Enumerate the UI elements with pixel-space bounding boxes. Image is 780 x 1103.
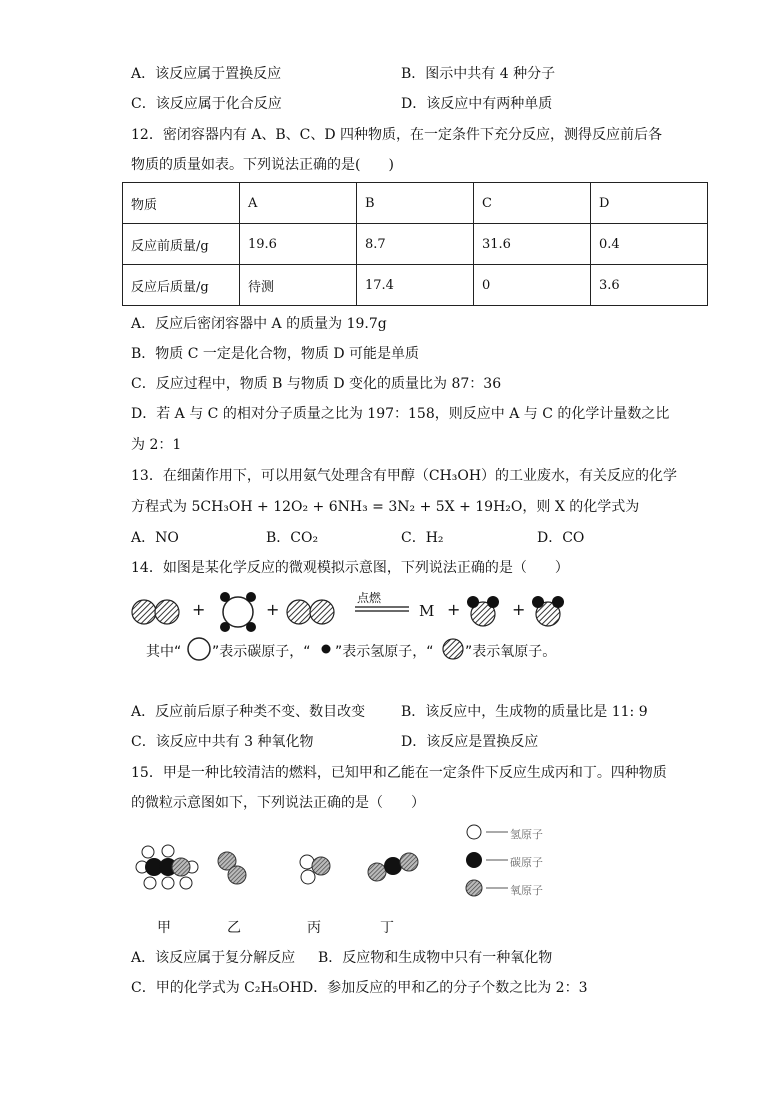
q11-option-d: D．该反应中有两种单质 [401, 96, 553, 112]
q12-option-c: C．反应过程中，物质 B 与物质 D 变化的质量比为 87：36 [131, 376, 502, 392]
table-cell: 17.4 [357, 265, 474, 306]
product-m: M [419, 602, 435, 620]
table-row [123, 183, 708, 224]
table-cell: 反应后质量/g [123, 265, 240, 306]
q12-mass-table [122, 182, 708, 306]
q13-option-b: B．CO₂ [266, 530, 319, 546]
water-molecule-icon [467, 596, 499, 626]
q14-option-d: D．该反应是置换反应 [401, 734, 539, 750]
molecule-yi-icon [218, 852, 246, 884]
oxygen-molecule-icon [287, 600, 334, 624]
molecule-bing-icon [300, 855, 330, 884]
table-cell: 31.6 [474, 224, 591, 265]
molecule-jia-icon [136, 845, 198, 889]
hydrogen-atom-icon [319, 642, 333, 656]
q13-stem-line1: 13．在细菌作用下，可以用氨气处理含有甲醇（CH₃OH）的工业废水，有关反应的化学 [131, 468, 678, 484]
q11-option-b: B．图示中共有 4 种分子 [401, 66, 556, 82]
carbon-atom-icon [186, 636, 212, 662]
q13-option-d: D．CO [537, 530, 585, 546]
molecule-ding-icon [368, 853, 418, 881]
table-cell: 待测 [240, 265, 357, 306]
q12-option-d-line2: 为 2：1 [131, 437, 182, 453]
q12-option-d-line1: D．若 A 与 C 的相对分子质量之比为 197：158，则反应中 A 与 C 的化学计量数之比 [131, 406, 670, 422]
legend-text: ”表示氧原子。 [465, 644, 557, 660]
plus-sign: + [266, 600, 280, 619]
q12-stem-line2: 物质的质量如表。下列说法正确的是( ) [131, 157, 394, 173]
q11-option-c: C．该反应属于化合反应 [131, 96, 282, 112]
table-cell: A [240, 183, 357, 224]
q13-stem-line2: 方程式为 5CH₃OH + 12O₂ + 6NH₃ = 3N₂ + 5X + 19H₂O，则 X 的化学式为 [131, 499, 640, 515]
q15-option-a: A．该反应属于复分解反应 [131, 950, 296, 966]
q14-stem: 14．如图是某化学反应的微观模拟示意图，下列说法正确的是（ ） [131, 560, 569, 576]
legend-text: 其中“ [146, 644, 182, 660]
methane-molecule-icon [220, 592, 256, 632]
table-cell: B [357, 183, 474, 224]
label-jia: 甲 [157, 920, 171, 936]
label-bing: 丙 [307, 920, 321, 936]
table-cell: 0.4 [591, 224, 708, 265]
q15-option-d: D．参加反应的甲和乙的分子个数之比为 2：3 [302, 980, 588, 996]
oxygen-atom-icon [441, 637, 465, 661]
legend-text: ”表示氢原子，“ [335, 644, 434, 660]
table-row [123, 224, 708, 265]
table-cell: 0 [474, 265, 591, 306]
table-cell: D [591, 183, 708, 224]
q12-stem-line1: 12．密闭容器内有 A、B、C、D 四种物质，在一定条件下充分反应，测得反应前后各 [131, 127, 663, 143]
q15-stem-line1: 15．甲是一种比较清洁的燃料，已知甲和乙能在一定条件下反应生成丙和丁。四种物质 [131, 765, 667, 781]
q13-option-a: A．NO [131, 530, 179, 546]
table-cell: C [474, 183, 591, 224]
table-cell: 19.6 [240, 224, 357, 265]
oxygen-molecule-icon [132, 600, 179, 624]
table-cell: 反应前质量/g [123, 224, 240, 265]
table-cell: 3.6 [591, 265, 708, 306]
table-row [123, 265, 708, 306]
legend-oxygen-label: 氧原子 [510, 884, 543, 897]
table-cell: 8.7 [357, 224, 474, 265]
legend-hydrogen-label: 氢原子 [510, 828, 543, 841]
q12-option-a: A．反应后密闭容器中 A 的质量为 19.7g [131, 316, 387, 332]
q14-option-a: A．反应前后原子种类不变、数目改变 [131, 704, 366, 720]
q14-option-b: B．该反应中，生成物的质量比是 11: 9 [401, 704, 648, 720]
plus-sign: + [447, 600, 461, 619]
label-ding: 丁 [380, 920, 394, 936]
plus-sign: + [192, 600, 206, 619]
table-cell: 物质 [123, 183, 240, 224]
legend-text: ”表示碳原子，“ [212, 644, 311, 660]
q13-option-c: C．H₂ [401, 530, 444, 546]
q12-option-b: B．物质 C 一定是化合物，物质 D 可能是单质 [131, 346, 420, 362]
q14-option-c: C．该反应中共有 3 种氧化物 [131, 734, 314, 750]
reaction-condition: 点燃 [357, 591, 382, 605]
q15-option-c: C．甲的化学式为 C₂H₅OH [131, 980, 302, 996]
label-yi: 乙 [227, 920, 241, 936]
water-molecule-icon [532, 596, 564, 626]
legend-carbon-label: 碳原子 [510, 856, 543, 869]
particle-legend [466, 825, 508, 896]
q15-option-b: B．反应物和生成物中只有一种氧化物 [318, 950, 553, 966]
q15-stem-line2: 的微粒示意图如下，下列说法正确的是（ ） [131, 795, 425, 811]
q11-option-a: A．该反应属于置换反应 [131, 66, 282, 82]
plus-sign: + [512, 600, 526, 619]
